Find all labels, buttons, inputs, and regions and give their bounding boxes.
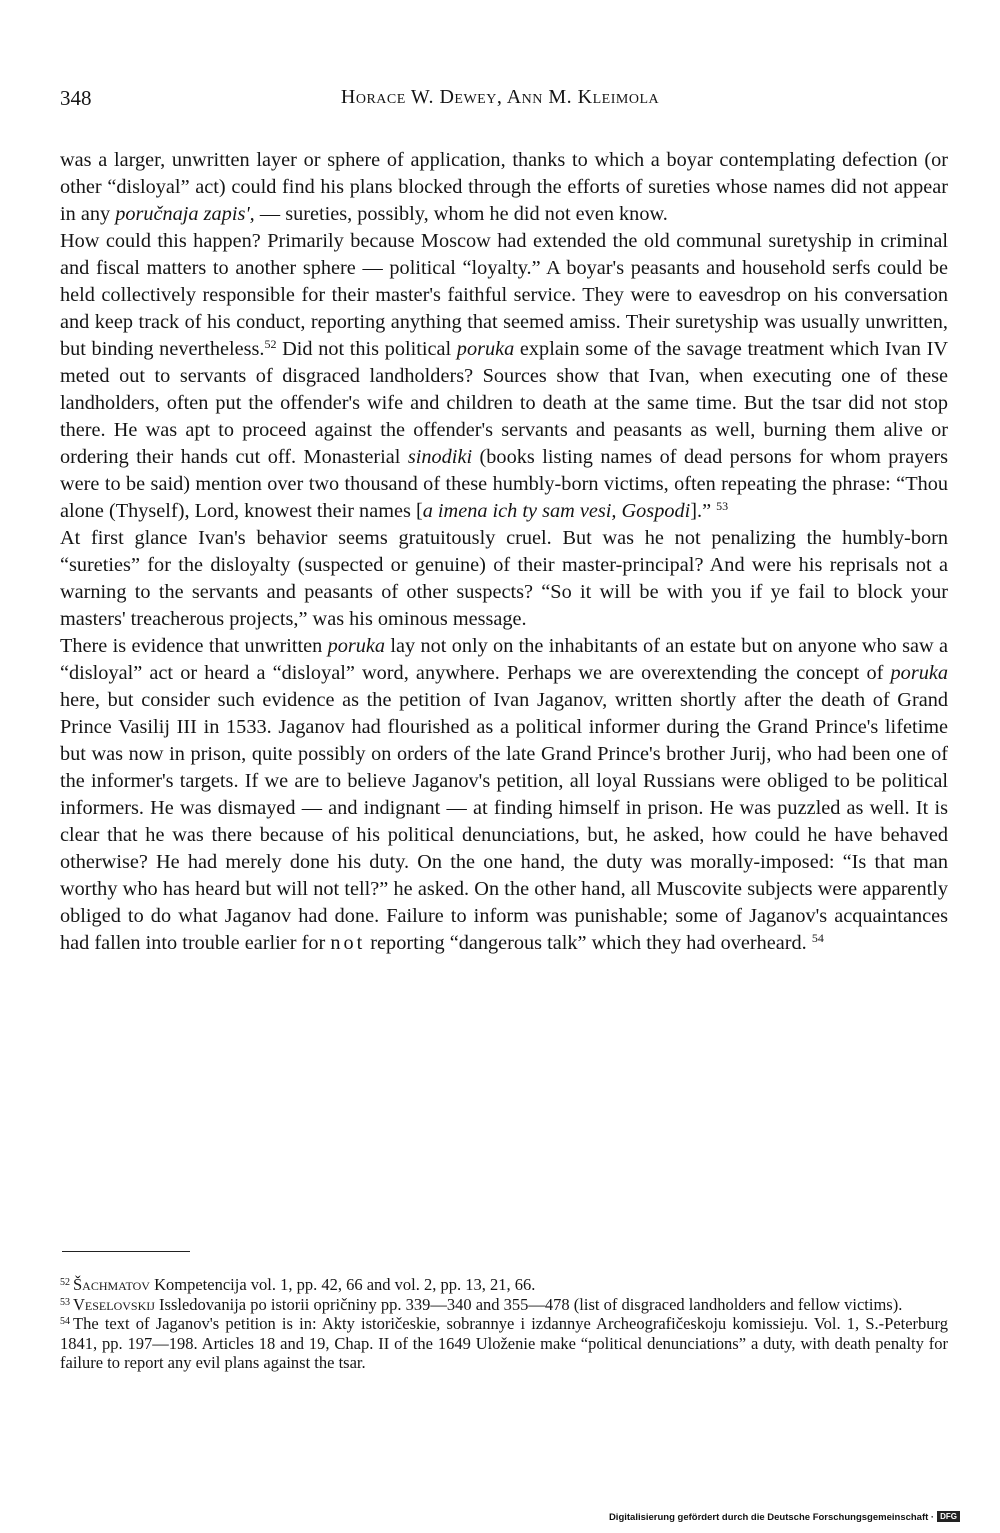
digitization-credit: Digitalisierung gefördert durch die Deutsche Forschungsgemeinschaft · DFG: [609, 1511, 960, 1523]
dfg-logo: DFG: [937, 1511, 960, 1522]
footnote-53: $^{53}$ Veselovskij Issledovanija po istorii opričniny pp. 339—340 and 355—478 (list of disgraced landholders and fellow victims).: [60, 1294, 903, 1314]
footnotes: [60, 1275, 948, 1373]
paragraph-2: How could this happen? Primarily because Moscow had extended the old communal suretyship in criminal and fiscal matters to another sphere — political “loyalty.” A boyar's peasants and household serfs could be held collectively responsible for their master's faithful service. They were to eavesdrop on his conversation and keep track of his conduct, reporting anything that seemed amiss. Their suretyship was usually unwritten, but binding nevertheless.$^{52}$ Did not this political poruka explain some of the savage treatment which Ivan IV meted out to servants of disgraced landholders? Sources show that Ivan, when executing one of these landholders, often put the offender's wife and children to death at the same time. But the tsar did not stop there. He was apt to proceed against the offender's servants and peasants as well, burning them alive or ordering their hands cut off. Monasterial sinodiki (books listing names of dead persons for whom prayers were to be said) mention over two thousand of these humbly-born victims, often repeating the phrase: “Thou alone (Thyself), Lord, knowest their names [a imena ich ty sam vesi, Gospodi].” $^{53}$: [60, 230, 948, 522]
running-head: Horace W. Dewey, Ann M. Kleimola: [340, 86, 660, 108]
footnote-divider: [62, 1251, 190, 1252]
page-number: 348: [60, 86, 92, 110]
paragraph-4: There is evidence that unwritten poruka lay not only on the inhabitants of an estate but on anyone who saw a “disloyal” act or heard a “disloyal” word, anywhere. Perhaps we are overextending the concept of poruka here, but consider such evidence as the petition of Ivan Jaganov, written shortly after the death of Grand Prince Vasilij III in 1533. Jaganov had flourished as a political informer during the Grand Prince's lifetime but was now in prison, quite possibly on orders of the late Grand Prince's brother Jurij, who had been one of the informer's targets. If we are to believe Jaganov's petition, all loyal Russians were obliged to be political informers. He was dismayed — and indignant — at finding himself in prison. He was puzzled as well. It is clear that he was there because of his political denunciations, but, he asked, how could he have behaved otherwise? He had merely done his duty. On the one hand, the duty was morally-imposed: “Is that man worthy who has heard but will not tell?” he asked. On the other hand, all Muscovite subjects were apparently obliged to do what Jaganov had done. Failure to inform was punishable; some of Jaganov's acquaintances had fallen into trouble earlier for not reporting “dangerous talk” which they had overheard. $^{54}$: [60, 635, 948, 954]
body-text: [60, 147, 948, 957]
paragraph-1: was a larger, unwritten layer or sphere of application, thanks to which a boyar contemplating defection (or other “disloyal” act) could find his plans blocked through the efforts of sureties whose names did not appear in any poručnaja zapis', — sureties, possibly, whom he did not even know.: [60, 149, 948, 225]
footnote-ref-54: 54: [811, 931, 824, 945]
footnote-52: $^{52}$ Šachmatov Kompetencija vol. 1, pp. 42, 66 and vol. 2, pp. 13, 21, 66.: [60, 1275, 536, 1294]
footnote-54: $^{54}$ The text of Jaganov's petition is in: Akty istoričeskie, sobrannye i izdannye Archeografičeskoju komissieju. Vol. 1, S.-Peterburg 1841, pp. 197—198. Articles 18 and 19, Chap. II of the 1649 Uloženie make “political denunciations” a duty, with death penalty for failure to report any evil plans against the tsar.: [60, 1314, 948, 1372]
footnote-ref-53: 53: [716, 499, 729, 513]
paragraph-3: At first glance Ivan's behavior seems gratuitously cruel. But was he not penalizing the humbly-born “sureties” for the disloyalty (suspected or genuine) of their master-principal? And were his reprisals not a warning to the servants and peasants of other suspects? “So it will be with you if ye fail to block your masters' treacherous projects,” was his ominous message.: [60, 527, 948, 630]
footnote-ref-52: 52: [264, 337, 277, 351]
